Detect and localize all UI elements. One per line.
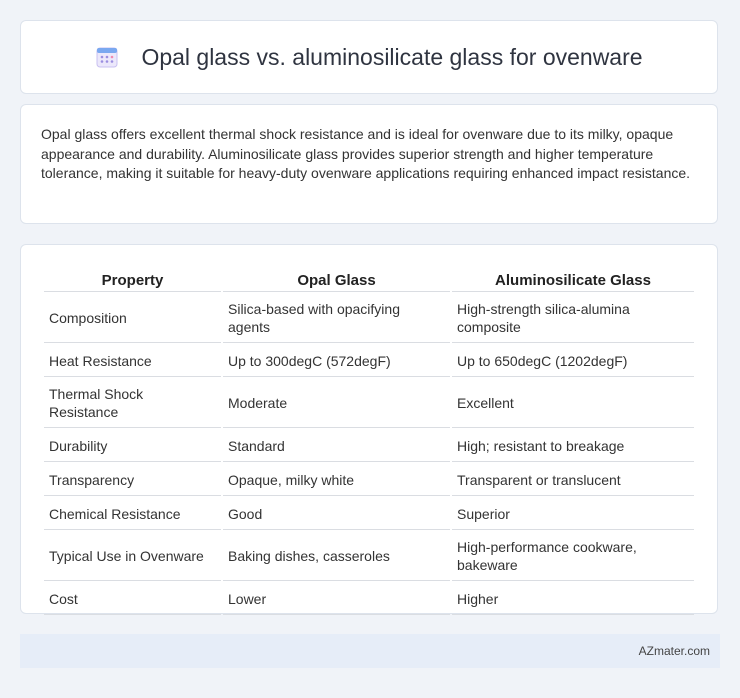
- footer-site-link[interactable]: AZmater.com: [638, 644, 710, 658]
- table-cell: High; resistant to breakage: [452, 430, 694, 462]
- table-row: [44, 464, 694, 496]
- header-card: [20, 20, 718, 94]
- comparison-table: [42, 265, 696, 617]
- header-property: Property: [44, 267, 221, 292]
- table-cell: Transparent or translucent: [452, 464, 694, 496]
- table-cell: Transparency: [44, 464, 221, 496]
- table-cell: Higher: [452, 583, 694, 615]
- calendar-icon: [95, 45, 119, 69]
- table-cell: Up to 300degC (572degF): [223, 345, 450, 377]
- table-cell: Thermal Shock Resistance: [44, 379, 221, 428]
- table-cell: Moderate: [223, 379, 450, 428]
- table-cell: Good: [223, 498, 450, 530]
- table-cell: Opaque, milky white: [223, 464, 450, 496]
- table-cell: Lower: [223, 583, 450, 615]
- table-cell: Standard: [223, 430, 450, 462]
- table-header-row: [44, 267, 694, 292]
- table-cell: High-strength silica-alumina composite: [452, 294, 694, 343]
- table-cell: Superior: [452, 498, 694, 530]
- intro-card: [20, 104, 718, 224]
- table-row: [44, 294, 694, 343]
- comparison-card: [20, 244, 718, 614]
- page-title: Opal glass vs. aluminosilicate glass for ovenware: [141, 43, 643, 70]
- table-cell: Durability: [44, 430, 221, 462]
- table-row: [44, 345, 694, 377]
- table-cell: Composition: [44, 294, 221, 343]
- table-cell: Up to 650degC (1202degF): [452, 345, 694, 377]
- table-cell: Chemical Resistance: [44, 498, 221, 530]
- table-row: [44, 583, 694, 615]
- title-wrap: [95, 44, 642, 71]
- table-cell: High-performance cookware, bakeware: [452, 532, 694, 581]
- table-row: [44, 379, 694, 428]
- table-cell: Cost: [44, 583, 221, 615]
- header-aluminosilicate-glass: Aluminosilicate Glass: [452, 267, 694, 292]
- header-opal-glass: Opal Glass: [223, 267, 450, 292]
- table-cell: Baking dishes, casseroles: [223, 532, 450, 581]
- table-row: [44, 430, 694, 462]
- intro-paragraph: Opal glass offers excellent thermal shock resistance and is ideal for ovenware due to its milky, opaque appearance and durability. Aluminosilicate glass provides superior strength and higher temperature tolerance, making it suitable for heavy-duty ovenware applications requiring enhanced impact resistance.: [41, 126, 691, 181]
- table-cell: Typical Use in Ovenware: [44, 532, 221, 581]
- table-cell: Heat Resistance: [44, 345, 221, 377]
- table-cell: Silica-based with opacifying agents: [223, 294, 450, 343]
- table-row: [44, 532, 694, 581]
- table-cell: Excellent: [452, 379, 694, 428]
- footer-bar: [20, 634, 720, 668]
- table-row: [44, 498, 694, 530]
